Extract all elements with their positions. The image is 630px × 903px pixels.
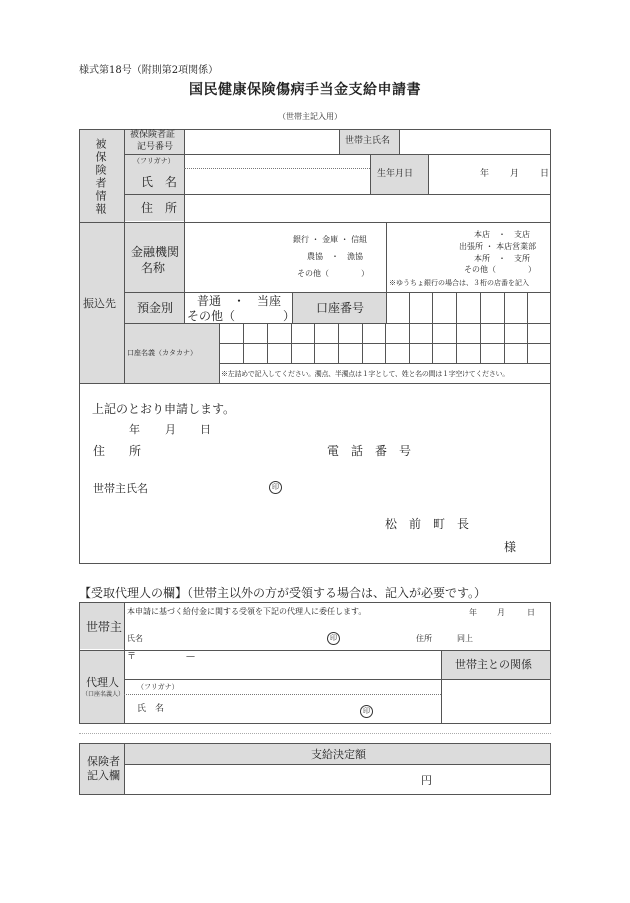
holder-label: 口座名義（カタカナ） [127, 349, 197, 357]
name-label: 氏 名 [141, 175, 178, 189]
amount-field[interactable] [125, 765, 550, 794]
form-number: 様式第18号（附則第2項関係） [79, 65, 219, 76]
furigana-label: （フリガナ） [133, 157, 175, 165]
insurer-label: 保険者 [87, 755, 120, 768]
transfer-section-label: 振込先 [83, 297, 116, 310]
agent-head-label: 世帯主 [86, 620, 123, 634]
yen-unit: 円 [421, 774, 432, 787]
address-field[interactable] [185, 196, 550, 221]
head-name-label: 世帯主氏名 [345, 136, 391, 146]
branch-types-1: 本店 ・ 支店 [474, 230, 530, 239]
deposit-option-2[interactable]: その他（ ） [187, 309, 296, 323]
seal-icon: 印 [269, 481, 282, 494]
agent-head-name-field[interactable] [140, 630, 320, 646]
agent-sub-label: （口座名義人） [82, 691, 125, 698]
address-label: 住 所 [141, 201, 178, 215]
name-field[interactable] [185, 170, 369, 193]
honorific: 様 [504, 540, 517, 554]
seal-icon: 印 [360, 705, 373, 718]
cert-no-label: 被保険者証 [130, 130, 176, 140]
bank-types-3: その他（ ） [297, 269, 369, 278]
insured-section-label: 被保険者情報 [94, 138, 107, 216]
applicant-name-label: 世帯主氏名 [93, 482, 148, 495]
account-no-field[interactable] [387, 293, 550, 323]
agent-head-address-value: 同上 [457, 634, 473, 643]
amount-label: 支給決定額 [311, 748, 366, 761]
applicant-phone-label: 電 話 番 号 [327, 444, 412, 458]
agent-head-address-label: 住所 [416, 634, 432, 643]
yucho-note: ※ゆうちょ銀行の場合は、３桁の店番を記入 [389, 279, 529, 287]
deposit-label: 預金別 [137, 301, 174, 315]
deposit-option-1[interactable]: 普通 ・ 当座 [197, 294, 282, 308]
branch-types-4: その他（ ） [464, 265, 536, 274]
relation-field[interactable] [442, 680, 550, 723]
agent-label: 代理人 [86, 676, 119, 689]
holder-name-field[interactable] [220, 324, 550, 363]
applicant-address-label: 住 所 [93, 444, 142, 458]
agent-name-field[interactable] [175, 697, 355, 721]
form-title: 国民健康保険傷病手当金支給申請書 [189, 82, 421, 98]
seal-icon: 印 [327, 632, 340, 645]
form-subtitle: （世帯主記入用） [278, 112, 342, 121]
postal-mark: 〒 [127, 652, 137, 662]
holder-note: ※左詰めで記入してください。濁点、半濁点は１字として、姓と名の間は１字空けてください。 [221, 370, 509, 378]
statement-text: 上記のとおり申請します。 [92, 402, 236, 416]
agent-head-name-label: 氏名 [127, 634, 143, 643]
head-name-field[interactable] [400, 131, 550, 153]
addressee: 松 前 町 長 [385, 517, 470, 531]
bank-label: 金融機関 [131, 245, 180, 259]
furigana-field[interactable] [185, 156, 369, 167]
birth-date-field[interactable] [429, 156, 550, 193]
delegation-text: 本申請に基づく給付金に関する受領を下記の代理人に委任します。 [127, 607, 367, 616]
cert-no-field[interactable] [185, 131, 338, 153]
agent-address-field[interactable] [138, 652, 438, 678]
account-no-label: 口座番号 [316, 301, 365, 315]
agent-heading: 【受取代理人の欄】（世帯主以外の方が受領する場合は、記入が必要です。） [79, 586, 487, 600]
agent-furigana-label: （フリガナ） [137, 683, 179, 691]
bank-types-2: 農協 ・ 漁協 [307, 252, 363, 261]
bank-types-1: 銀行 ・ 金庫 ・ 信組 [293, 235, 368, 244]
relation-label: 世帯主との関係 [455, 658, 532, 671]
branch-types-2: 出張所 ・ 本店営業部 [459, 242, 537, 251]
agent-name-label: 氏 名 [137, 704, 165, 714]
branch-types-3: 本所 ・ 支所 [474, 254, 530, 263]
birth-label: 生年月日 [377, 169, 414, 179]
